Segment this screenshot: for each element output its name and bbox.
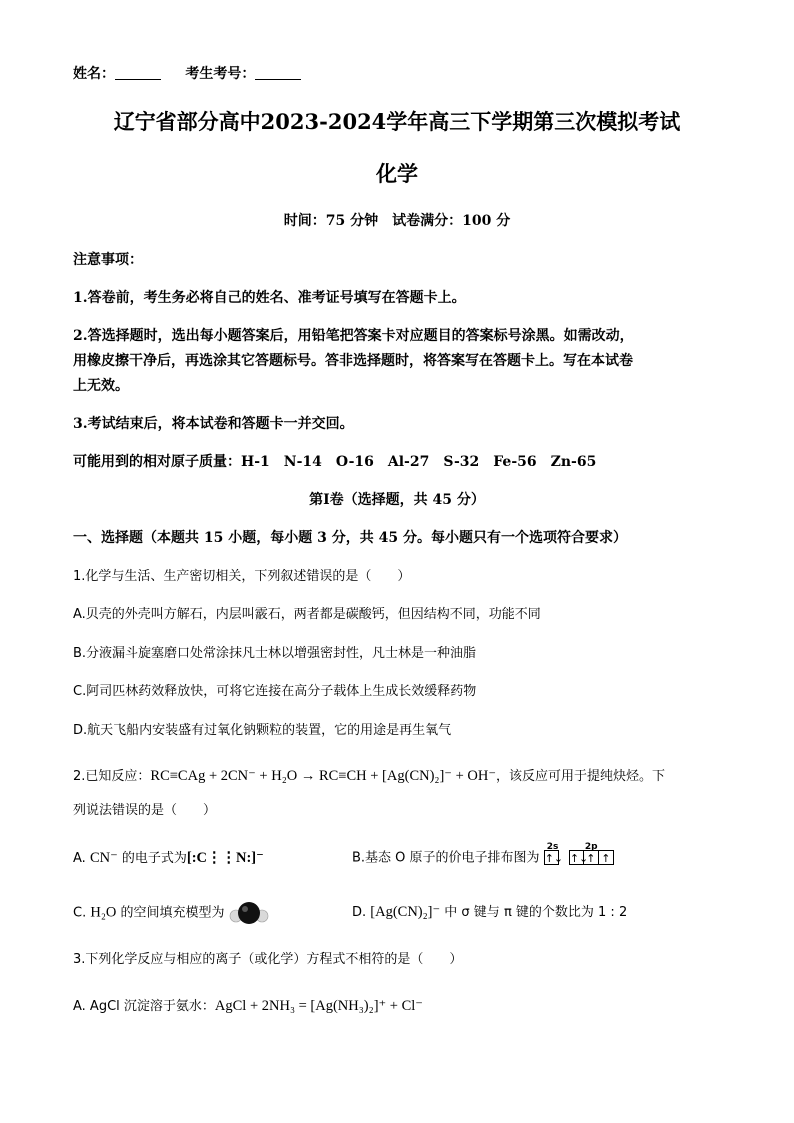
water-space-filling-model-icon: [229, 900, 269, 926]
q3-a-text: A. AgCl 沉淀溶于氨水：: [73, 999, 215, 1014]
q3-option-a: [73, 996, 423, 1017]
q3-a-equation: AgCl + 2NH₃ = [Ag(NH₃)₂]⁺ + Cl⁻: [214, 998, 423, 1014]
atomic-masses: 可能用到的相对原子质量：H-1 N-14 O-16 Al-27 S-32 Fe-56 Zn-65: [73, 454, 597, 470]
note-item-2-line-1: 2.答选择题时，选出每小题答案后，用铅笔把答案卡对应题目的答案标号涂黑。如需改动，: [73, 328, 634, 344]
q1-option-d: D.航天飞船内安装盛有过氧化钠颗粒的装置，它的用途是再生氧气: [73, 723, 452, 738]
q2-option-d: [352, 902, 627, 923]
orbital-2s-group: [544, 842, 564, 868]
q1-stem: 1.化学与生活、生产密切相关，下列叙述错误的是（ ）: [73, 569, 411, 584]
q2-prefix: 2.已知反应：: [73, 769, 151, 784]
candidate-info-line: [73, 64, 301, 84]
q2-d-text: 中 σ 键与 π 键的个数比为 1 : 2: [440, 905, 628, 920]
q2-option-b: [352, 842, 614, 869]
q2-option-c: [73, 900, 269, 926]
notes-heading: 注意事项：: [73, 252, 143, 268]
q2-equation: RC≡CAg + 2CN⁻ + H₂O → RC≡CH + [Ag(CN)₂]⁻ + OH⁻: [150, 768, 496, 784]
q2-b-text: B.基态 O 原子的价电子排布图为: [352, 850, 540, 866]
q1-option-b: B.分液漏斗旋塞磨口处常涂抹凡士林以增强密封性，凡士林是一种油脂: [73, 646, 477, 661]
note-item-2-line-2: 用橡皮擦干净后，再选涂其它答题标号。答非选择题时，将答案写在答题卡上。写在本试卷: [73, 353, 633, 369]
q2-c-text: 的空间填充模型为: [116, 905, 225, 921]
orbital-2p-label: 2p: [584, 842, 598, 852]
q3-stem: 3.下列化学反应与相应的离子（或化学）方程式不相符的是（ ）: [73, 952, 463, 967]
q2-d-species: [Ag(CN)₂]⁻: [370, 904, 441, 920]
exam-title: 辽宁省部分高中2023-2024学年高三下学期第三次模拟考试: [113, 109, 681, 134]
note-item-2-line-3: 上无效。: [73, 378, 129, 394]
q2-a-species: CN⁻: [89, 850, 118, 866]
section-heading: 第Ⅰ卷（选择题，共 45 分）: [309, 492, 485, 508]
time-info: 时间：75 分钟 试卷满分：100 分: [283, 213, 511, 229]
q2-c-prefix: C.: [73, 905, 91, 921]
orbital-2p-box: ↑↓: [569, 852, 589, 865]
q2-a-prefix: A.: [73, 851, 90, 866]
orbital-2s-box: ↑↓: [544, 852, 564, 865]
orbital-2p-box: ↑: [584, 850, 599, 865]
orbital-2p-box: ↑: [599, 850, 614, 865]
orbital-2s-label: 2s: [546, 842, 559, 852]
q2-a-text: 的电子式为: [117, 851, 187, 866]
note-item-3: 3.考试结束后，将本试卷和答题卡一并交回。: [73, 416, 354, 432]
q1-option-a: A.贝壳的外壳叫方解石，内层叫霰石，两者都是碳酸钙，但因结构不同，功能不同: [73, 607, 541, 622]
section-instruction: 一、选择题（本题共 15 小题，每小题 3 分，共 45 分。每小题只有一个选项符合要求）: [73, 530, 627, 546]
q2-suffix: ，该反应可用于提纯炔烃。下: [495, 769, 665, 784]
examno-blank[interactable]: [255, 65, 301, 80]
q2-d-prefix: D.: [352, 905, 371, 920]
q2-stem-line-1: [73, 766, 665, 787]
q1-option-c: C.阿司匹林药效释放快，可将它连接在高分子载体上生成长效缓释药物: [73, 684, 477, 699]
orbital-2p-group: [569, 842, 614, 868]
subject-title: 化学: [376, 161, 418, 186]
q2-stem-line-2: 列说法错误的是（ ）: [73, 803, 217, 818]
name-label: 姓名：: [73, 66, 115, 82]
name-blank[interactable]: [115, 65, 161, 80]
q2-a-electron-formula: [:C⋮⋮N:]⁻: [186, 850, 264, 866]
q2-option-a: [73, 848, 264, 869]
q2-c-species: H₂O: [90, 904, 117, 921]
note-item-1: 1.答卷前，考生务必将自己的姓名、准考证号填写在答题卡上。: [73, 290, 466, 306]
examno-label: 考生考号：: [185, 66, 256, 82]
